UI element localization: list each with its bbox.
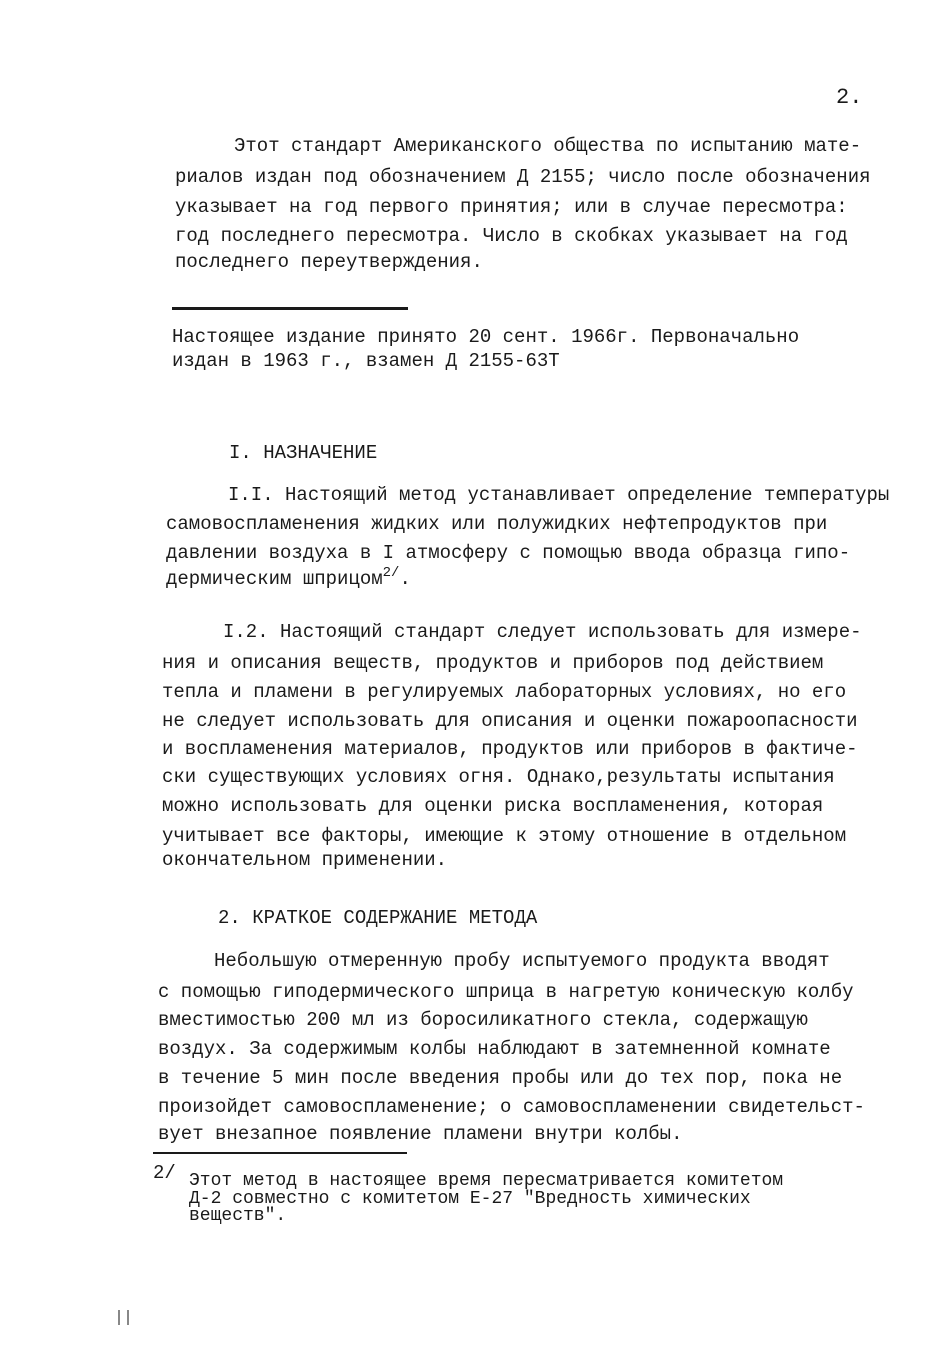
footnote-line: веществ". (189, 1206, 287, 1226)
margin-mark (118, 1310, 120, 1325)
separator-rule (172, 307, 408, 310)
footnote-ref: 2/ (382, 565, 400, 581)
intro-line: последнего переутверждения. (175, 251, 483, 273)
edition-note-line: Настоящее издание принято 20 сент. 1966г. Первоначально (172, 326, 800, 348)
paragraph-line: I.I. Настоящий метод устанавливает определение температуры (228, 484, 890, 506)
intro-line: риалов издан под обозначением Д 2155; число после обозначения (175, 166, 871, 188)
paragraph-line: учитывает все факторы, имеющие к этому отношение в отдельном (162, 825, 847, 847)
footnote-line: Д-2 совместно с комитетом Е-27 "Вредность химических (189, 1189, 751, 1209)
paragraph-line (166, 565, 411, 591)
paragraph-line: с помощью гиподермического шприца в нагретую коническую колбу (158, 981, 854, 1003)
edition-note-line: издан в 1963 г., взамен Д 2155-63Т (172, 350, 560, 372)
paragraph-line-text: дермическим шприцом (166, 568, 383, 590)
paragraph-line: ния и описания веществ, продуктов и приборов под действием (162, 652, 824, 674)
paragraph-line: давлении воздуха в I атмосферу с помощью ввода образца гипо- (166, 542, 851, 564)
paragraph-line: окончательном применении. (162, 849, 448, 871)
margin-mark (127, 1310, 129, 1325)
page-number: 2. (836, 85, 863, 110)
footnote-line: Этот метод в настоящее время пересматривается комитетом (189, 1171, 784, 1191)
intro-line: указывает на год первого принятия; или в случае пересмотра: (175, 196, 848, 218)
paragraph-line: и воспламенения материалов, продуктов или приборов в фактиче- (162, 738, 858, 760)
paragraph-line: ски существующих условиях огня. Однако,результаты испытания (162, 766, 835, 788)
paragraph-line: можно использовать для оценки риска воспламенения, которая (162, 795, 824, 817)
paragraph-line: самовоспламенения жидких или полужидких нефтепродуктов при (166, 513, 828, 535)
footnote-rule (153, 1152, 407, 1154)
sentence-end: . (399, 568, 411, 590)
paragraph-line: I.2. Настоящий стандарт следует использовать для измере- (223, 621, 862, 643)
footnote-marker: 2/ (153, 1162, 176, 1184)
paragraph-line: вует внезапное появление пламени внутри колбы. (158, 1123, 683, 1145)
paragraph-line: тепла и пламени в регулируемых лабораторных условиях, но его (162, 681, 847, 703)
paragraph-line: не следует использовать для описания и оценки пожароопасности (162, 710, 858, 732)
paragraph-line: Небольшую отмеренную пробу испытуемого продукта вводят (214, 950, 830, 972)
paragraph-line: произойдет самовоспламенение; о самовоспламенении свидетельст- (158, 1096, 865, 1118)
paragraph-line: в течение 5 мин после введения пробы или до тех пор, пока не (158, 1067, 843, 1089)
paragraph-line: вместимостью 200 мл из боросиликатного стекла, содержащую (158, 1009, 808, 1031)
section-1-heading: I. НАЗНАЧЕНИЕ (229, 442, 378, 464)
section-2-heading: 2. КРАТКОЕ СОДЕРЖАНИЕ МЕТОДА (218, 907, 538, 929)
intro-line: год последнего пересмотра. Число в скобках указывает на год (175, 225, 848, 247)
intro-line: Этот стандарт Американского общества по испытанию мате- (234, 135, 862, 157)
paragraph-line: воздух. За содержимым колбы наблюдают в затемненной комнате (158, 1038, 831, 1060)
